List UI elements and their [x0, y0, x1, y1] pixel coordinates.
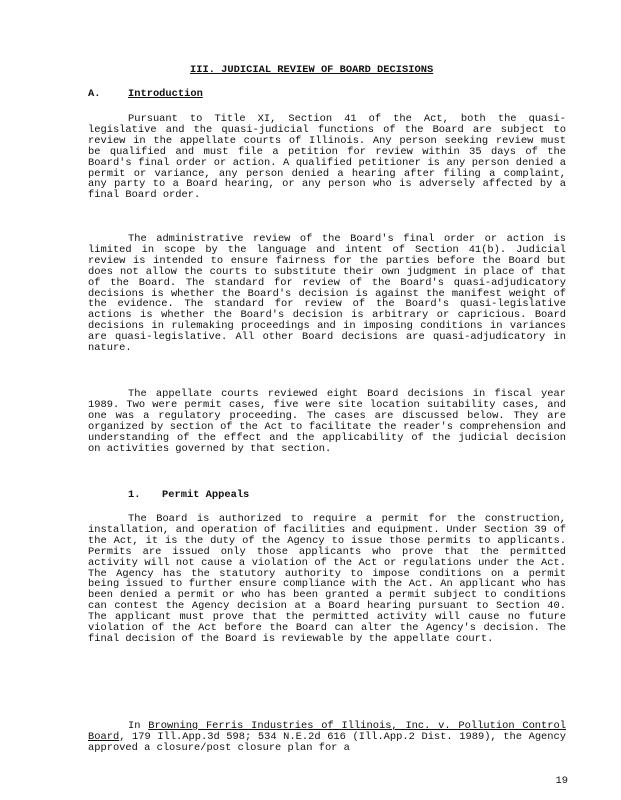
subsection-1-title: Permit Appeals — [162, 489, 250, 501]
case-paragraph — [88, 721, 566, 754]
case-name: Browning Ferris Industries of Illinois, Inc. v. Pollution Control Board — [88, 720, 566, 743]
section-a-heading — [88, 89, 203, 100]
section-a-title: Introduction — [128, 88, 203, 100]
subsection-1-heading — [128, 490, 249, 501]
permit-appeals-paragraph: The Board is authorized to require a permit for the construction, installation, and operation of facilities and equipment. Under Section 39 of the Act, it is the duty of the Agency to issue those permits to applicants. Permits are issued only those applicants who prove that the permitted activity will not cause a violation of the Act or regulations under the Act. The Agency has the statutory authority to impose conditions on a permit being issued to further ensure compliance with the Act. An applicant who has been denied a permit or who has been granted a permit subject to conditions can contest the Agency decision at a Board hearing pursuant to Section 40. The applicant must prove that the permitted activity will cause no future violation of the Act before the Board can alter the Agency's decision. The final decision of the Board is reviewable by the appellate court. — [88, 513, 566, 645]
case-citation: , 179 Ill.App.3d 598; 534 N.E.2d 616 (Ill.App.2 Dist. 1989), the Agency approved a closure/post closure plan for a — [88, 730, 566, 754]
intro-paragraph-3: The appellate courts reviewed eight Board decisions in fiscal year 1989. Two were permit cases, five were site location suitability cases, and one was a regulatory proceeding. The cases are discussed below. They are organized by section of the Act to facilitate the reader's comprehension and understanding of the effect and the applicability of the judicial decision on activities governed by that section. — [88, 388, 566, 455]
subsection-1-number: 1. — [128, 489, 141, 501]
intro-paragraph-1: Pursuant to Title XI, Section 41 of the Act, both the quasi-legislative and the quasi-judicial functions of the Board are subject to review in the appellate courts of Illinois. Any person seeking review must be qualified and must file a petition for review within 35 days of the Board's final order or action. A qualified petitioner is any person denied a permit or variance, any person denied a hearing after filing a complaint, any party to a Board hearing, or any person who is adversely affected by a final Board order. — [88, 113, 566, 202]
case-prefix: In — [128, 720, 141, 732]
intro-paragraph-2: The administrative review of the Board's final order or action is limited in scope by the language and intent of Section 41(b). Judicial review is intended to ensure fairness for the parties before the Board but does not allow the courts to substitute their own judgment in place of that of the Board. The standard for review of the Board's quasi-adjudicatory decisions is whether the Board's decision is against the manifest weight of the evidence. The standard for review of the Board's quasi-legislative actions is whether the Board's decision is arbitrary or capricious. Board decisions in rulemaking proceedings and in imposing conditions in variances are quasi-legislative. All other Board decisions are quasi-adjudicatory in nature. — [88, 233, 566, 355]
section-a-label: A. — [88, 88, 101, 100]
page-number: 19 — [555, 775, 568, 787]
page-title: III. JUDICIAL REVIEW OF BOARD DECISIONS — [190, 64, 434, 76]
